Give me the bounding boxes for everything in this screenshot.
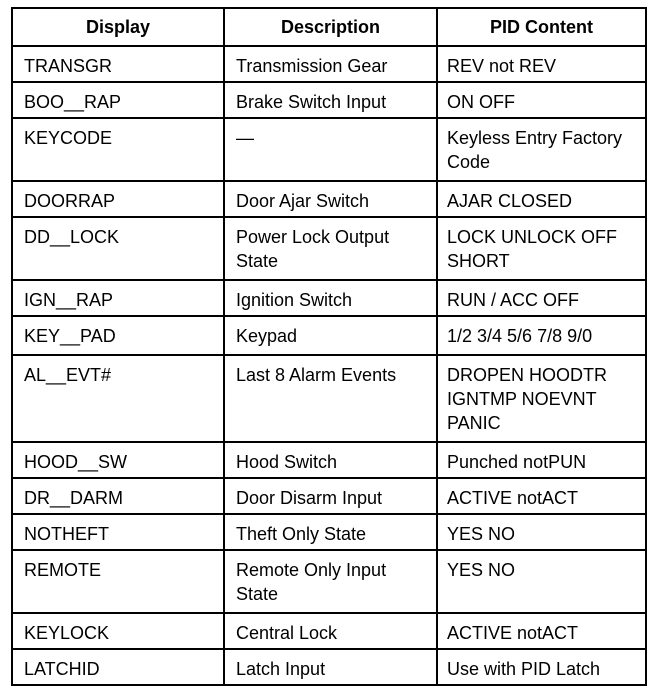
- header-display: Display: [12, 8, 224, 46]
- pid-table-container: [11, 7, 645, 686]
- description-cell: Door Disarm Input: [224, 478, 437, 514]
- display-cell: IGN__RAP: [12, 280, 224, 316]
- table-row: [12, 118, 646, 181]
- pid-cell: ON OFF: [437, 82, 646, 118]
- description-cell: Hood Switch: [224, 442, 437, 478]
- table-row: [12, 181, 646, 217]
- pid-table: [11, 7, 647, 686]
- display-cell: LATCHID: [12, 649, 224, 685]
- pid-cell: AJAR CLOSED: [437, 181, 646, 217]
- table-row: [12, 316, 646, 355]
- header-pid-content: PID Content: [437, 8, 646, 46]
- table-row: [12, 514, 646, 550]
- pid-cell: RUN / ACC OFF: [437, 280, 646, 316]
- table-row: [12, 82, 646, 118]
- display-cell: DR__DARM: [12, 478, 224, 514]
- description-cell: Central Lock: [224, 613, 437, 649]
- description-cell: Door Ajar Switch: [224, 181, 437, 217]
- table-row: [12, 613, 646, 649]
- table-row: [12, 478, 646, 514]
- description-cell: Last 8 Alarm Events: [224, 355, 437, 442]
- description-cell: Brake Switch Input: [224, 82, 437, 118]
- display-cell: AL__EVT#: [12, 355, 224, 442]
- pid-cell: 1/2 3/4 5/6 7/8 9/0: [437, 316, 646, 355]
- display-cell: KEY__PAD: [12, 316, 224, 355]
- display-cell: TRANSGR: [12, 46, 224, 82]
- table-row: [12, 550, 646, 613]
- pid-cell: ACTIVE notACT: [437, 478, 646, 514]
- display-cell: KEYLOCK: [12, 613, 224, 649]
- display-cell: REMOTE: [12, 550, 224, 613]
- display-cell: NOTHEFT: [12, 514, 224, 550]
- description-cell: Transmission Gear: [224, 46, 437, 82]
- pid-cell: Use with PID Latch: [437, 649, 646, 685]
- display-cell: BOO__RAP: [12, 82, 224, 118]
- description-cell: Ignition Switch: [224, 280, 437, 316]
- header-row: [12, 8, 646, 46]
- table-row: [12, 442, 646, 478]
- pid-cell: LOCK UNLOCK OFF SHORT: [437, 217, 646, 280]
- display-cell: DD__LOCK: [12, 217, 224, 280]
- description-cell: Remote Only Input State: [224, 550, 437, 613]
- display-cell: HOOD__SW: [12, 442, 224, 478]
- pid-cell: ACTIVE notACT: [437, 613, 646, 649]
- table-row: [12, 46, 646, 82]
- description-cell: Power Lock Output State: [224, 217, 437, 280]
- table-row: [12, 649, 646, 685]
- pid-cell: REV not REV: [437, 46, 646, 82]
- table-row: [12, 280, 646, 316]
- pid-cell: YES NO: [437, 550, 646, 613]
- description-cell: Latch Input: [224, 649, 437, 685]
- pid-cell: Keyless Entry Factory Code: [437, 118, 646, 181]
- description-cell: Theft Only State: [224, 514, 437, 550]
- description-cell: Keypad: [224, 316, 437, 355]
- header-description: Description: [224, 8, 437, 46]
- table-row: [12, 217, 646, 280]
- pid-cell: Punched notPUN: [437, 442, 646, 478]
- pid-cell: YES NO: [437, 514, 646, 550]
- table-row: [12, 355, 646, 442]
- description-cell: —: [224, 118, 437, 181]
- display-cell: DOORRAP: [12, 181, 224, 217]
- display-cell: KEYCODE: [12, 118, 224, 181]
- pid-cell: DROPEN HOODTR IGNTMP NOEVNT PANIC: [437, 355, 646, 442]
